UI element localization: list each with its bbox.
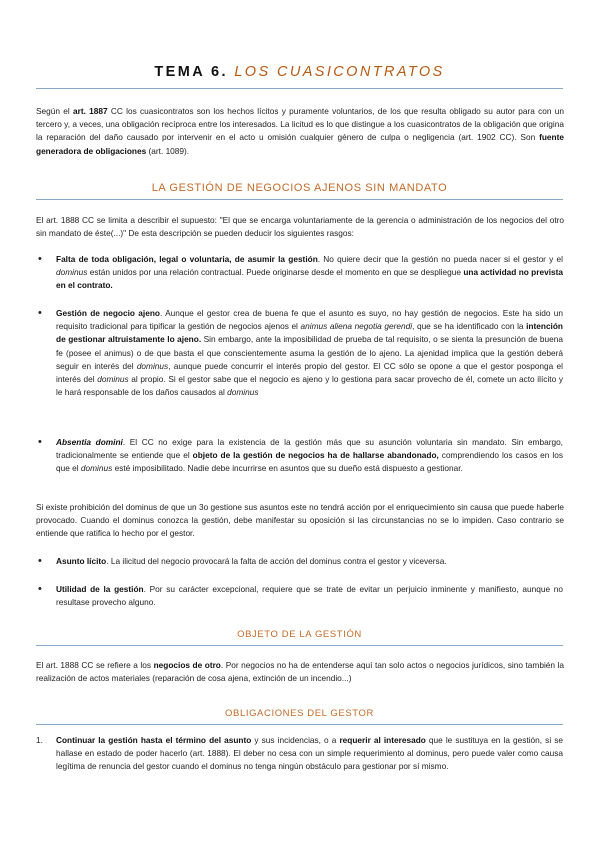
section-heading-objeto: OBJETO DE LA GESTIÓN [237,629,362,640]
section-rule [36,645,563,646]
numbered-item: Continuar la gestión hasta el término del asunto y sus incidencias, o a requerir al interesado que le sustituya en la gestión, si se hallase en estado de poder hacerlo (art. 1888). El deber no cesa con un simple requerimiento al dominus, pero puede valer como causa legítima de renuncia del gestor cuando el dominus no tenga ningún obstáculo para gestionar por sí mismo. [56,735,563,772]
section-heading-gestion: LA GESTIÓN DE NEGOCIOS AJENOS SIN MANDATO [151,182,448,194]
list-number: 1. [36,735,43,745]
intro-paragraph: Según el art. 1887 CC los cuasicontratos son los hechos lícitos y puramente voluntarios, de los que resulta obligado su autor para con un tercero y, a veces, una obligación recíproca entre los interesados. La licitud es lo que distingue a los cuasicontratos de la obligación que origina la reparación del daño causado por intervenir en el acto u omisión cualquier género de culpa o negligencia (art. 1902 CC). Son fuente generadora de obligaciones (art. 1089). [36,106,564,156]
title-number: TEMA 6. [154,64,228,80]
list-item: Utilidad de la gestión. Por su carácter excepcional, requiere que se trate de evitar un perjuicio inminente y manifiesto, aunque no resultase provecho alguno. [56,584,563,608]
list-item: Falta de toda obligación, legal o voluntaria, de asumir la gestión. No quiere decir que la gestión no pueda nacer si el gestor y el dominus están unidos por una relación contractual. Puede originarse desde el momento en que se despliegue una actividad no prevista en el contrato. [56,254,563,291]
section-rule [36,724,563,725]
section2-paragraph: El art. 1888 CC se refiere a los negocios de otro. Por negocios no ha de entenderse aquí tan solo actos o negocios jurídicos, sino también la realización de actos materiales (reparación de cosa ajena, extinción de un incendio...) [36,660,565,684]
list-item: Gestión de negocio ajeno. Aunque el gestor crea de buena fe que el asunto es suyo, no hay gestión de negocios. Este ha sido un requisito tradicional para tipificar la gestión de negocios ajenos el animus aliena negotia gerendi, que se ha identificado con la intención de gestionar altruistamente lo ajeno. Sin embargo, ante la imposibilidad de prueba de tal requisito, o se sienta la presunción de buena fe (posee el animus) o de que basta el que conscientemente asuma la gestión de lo ajeno. La ajenidad implica que la gestión deberá seguir en interés del dominus, aunque puede concurrir el interés propio del gestor. El CC sólo se opone a que el gestor posponga el interés del dominus al propio. Si el gestor sabe que el negocio es ajeno y lo gestiona para sacar provecho de él, comete un acto ilícito y le hará responsable de los daños causados al dominus [56,308,564,398]
list-item: Asunto lícito. La ilicitud del negocio provocará la falta de acción del dominus contra el gestor y viceversa. [56,556,447,566]
title-subtitle: LOS CUASICONTRATOS [234,64,445,80]
prohibition-paragraph: Si existe prohibición del dominus de que un 3o gestione sus asuntos este no tendrá acción por el enriquecimiento sin causa que puede haberle provocado. Cuando el dominus conozca la gestión, debe manifestar su oposición si las circunstancias no se lo impiden. Caso contrario se entiende que ratifica lo hecho por el gestor. [36,502,564,539]
bullet-marker: • [38,583,42,595]
section-rule [36,199,563,200]
bullet-marker: • [38,253,42,265]
section-heading-obligaciones: OBLIGACIONES DEL GESTOR [225,708,374,719]
bullet-marker: • [38,307,42,319]
list-item: Absentia domini. El CC no exige para la existencia de la gestión más que su asunción voluntaria sin mandato. Sin embargo, tradicionalmente se entiende que el objeto de la gestión de negocios ha de hallarse abandonado, comprendiendo los casos en los que el dominus esté imposibilitado. Nadie debe incurrirse en asuntos que su dueño está dispuesto a gestionar. [56,437,563,474]
page-title [0,62,599,82]
bullet-marker: • [38,436,42,448]
title-rule [36,88,563,89]
bullet-marker: • [38,555,42,567]
section1-intro: El art. 1888 CC se limita a describir el supuesto: "El que se encarga voluntariamente de la gerencia o administración de los negocios del otro sin mandato de éste(...)" De esta descripción se pueden deducir los siguientes rasgos: [36,215,564,239]
